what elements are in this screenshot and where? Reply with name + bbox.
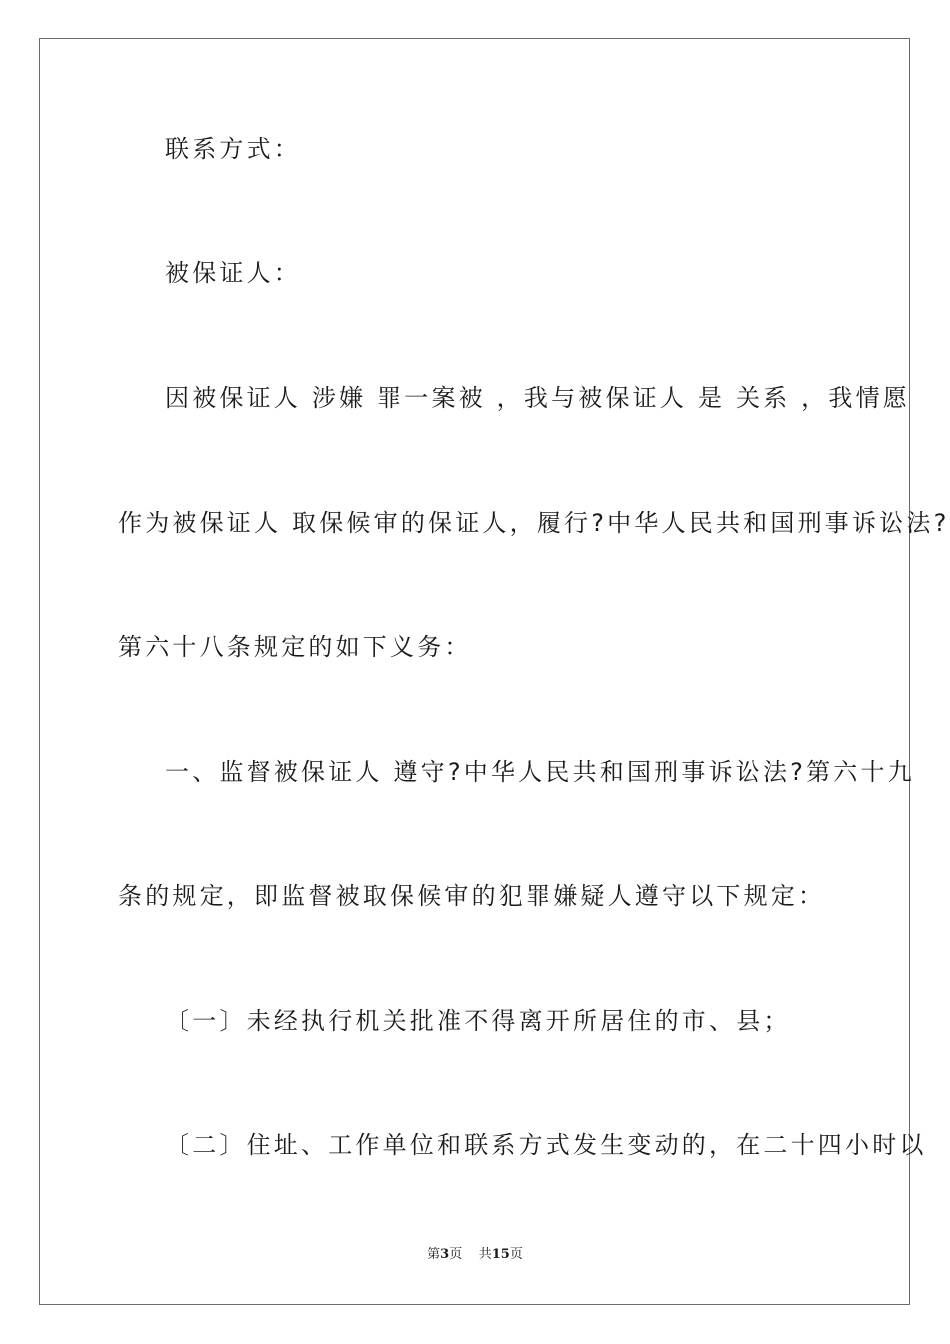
total-pages: 15 bbox=[491, 1247, 510, 1262]
paragraph-line: 第六十八条规定的如下义务： bbox=[118, 633, 472, 661]
paragraph-line: 作为被保证人 取保候审的保证人，履行?中华人民共和国刑事诉讼法? bbox=[118, 509, 950, 537]
page-suffix: 页 bbox=[449, 1247, 463, 1262]
contact-label: 联系方式： bbox=[165, 135, 301, 163]
total-prefix: 共 bbox=[478, 1247, 492, 1262]
page-prefix: 第 bbox=[427, 1247, 441, 1262]
list-item: 〔一〕未经执行机关批准不得离开所居住的市、县； bbox=[165, 1007, 791, 1035]
guaranteed-person-label: 被保证人： bbox=[165, 259, 301, 287]
total-suffix: 页 bbox=[509, 1247, 523, 1262]
paragraph-line: 一、监督被保证人 遵守?中华人民共和国刑事诉讼法?第六十九 bbox=[165, 758, 915, 786]
page-number: 3 bbox=[440, 1247, 450, 1262]
page-footer bbox=[0, 1247, 950, 1263]
list-item: 〔二〕住址、工作单位和联系方式发生变动的，在二十四小时以 bbox=[165, 1131, 927, 1159]
paragraph-line: 条的规定，即监督被取保候审的犯罪嫌疑人遵守以下规定： bbox=[118, 882, 826, 910]
page-border bbox=[39, 38, 910, 1305]
paragraph-line: 因被保证人 涉嫌 罪一案被 ，我与被保证人 是 关系 ，我情愿 bbox=[165, 384, 910, 412]
